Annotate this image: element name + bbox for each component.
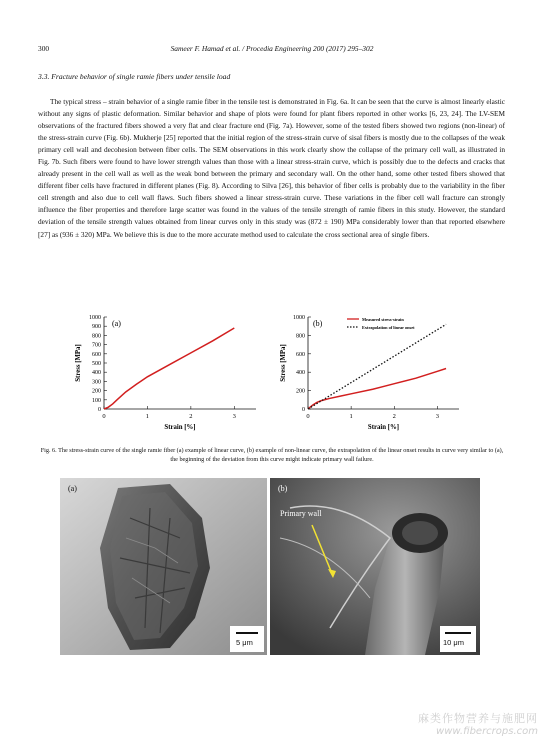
chart-a-y-tick-label: 400 [92,370,101,377]
stress-strain-chart-b [275,311,465,436]
chart-b-legend-label-1: Measured stress-strain [362,317,404,322]
chart-a-y-tick-label: 300 [92,379,101,386]
sem-a-panel-label: (a) [68,484,77,493]
chart-b-x-tick-label: 2 [392,413,396,420]
body-paragraph: The typical stress – strain behavior of a single ramie fiber in the tensile test is demonstrated in Fig. 6a. It can be seen that the curve is almost linearly elastic without any signs of plastic deformation. Similar behavior and shape of plots were found for plant fibers reported in other works [6, 23, 24]. The LV-SEM observations of the fractured fibers showed a very flat and clear fracture end (Fig. 7a). However, some of the tested fibers showed two regions (non-linear) of the stress-strain curve (Fig. 6b). Mukherje [25] reported that the initial region of the stress-strain curve of sisal fibers is mostly due to the collapses of the weak primary cell wall and decohesion between fiber cells. The SEM observations in this work clearly show the collapse of the primary cell wall, as illustrated in Fig. 7b. Such fibers were found to have lower strength values than those with a linear stress-strain curve, which is possibly due to the defects and cracks that already present in the cell wall as well as the weak bond between the primary and secondary wall. On the other hand, some other tested fibers showed that different fiber cells have fractured in different planes (Fig. 8). According to Silva [26], this behavior of fiber cells is probably due to the variability in the fiber cell strength and also due to cell wall flaws. Such fibers showed a linear stress-strain curve. These variations in the fiber cell wall fracture can strongly influence the fiber properties and therefore large scatter was found in the values of the tensile strength of ramie fibers in this study. However, the standard deviation of the tensile strength values obtained from linear curves only in this study was (872 ± 190) MPa considerably lower than that reported elsewhere [27] as (936 ± 320) MPa. We believe this is due to the more accurate method used to calculate the cross sectional area of single fibers. [38,97,505,239]
chart-b-x-tick-label: 0 [306,413,310,420]
chart-a-x-tick-label: 2 [189,413,193,420]
chart-a-x-tick-label: 1 [145,413,150,420]
chart-a-y-tick-label: 100 [92,397,101,404]
chart-b-y-tick-label: 0 [302,407,305,413]
sem-b-scale-bar-label: 10 μm [443,638,464,647]
chart-b-x-tick-label: 1 [349,413,353,420]
watermark-line-1: 麻类作物营养与施肥网 [418,712,538,725]
sem-image-a-picture [60,478,267,655]
chart-a-y-tick-label: 700 [92,342,101,349]
chart-a-y-tick-label: 800 [92,333,101,340]
chart-b-y-axis-label: Stress [MPa] [280,344,287,382]
chart-b-y-tick-label: 200 [296,388,305,395]
chart-b-series-2-line [308,324,446,409]
stress-strain-chart-a [70,311,260,436]
chart-b-legend-label-2: Extrapolation of linear onset [362,325,415,330]
chart-b-y-tick-label: 800 [296,333,305,340]
journal-citation: Sameer F. Hamad et al. / Procedia Engineering 200 (2017) 295–302 [170,44,374,53]
figure-6-caption: Fig. 6. The stress-strain curve of the single ramie fiber (a) example of linear curve, (b) example of non-linear curve, the extrapolation of the linear onset results in curve very similar to (a), the beginning of the deviation from this curve might indicate primary wall failure. [40,447,504,463]
chart-a-y-axis-label: Stress [MPa] [75,344,82,382]
watermark [418,710,538,737]
chart-a-x-axis-label: Strain [%] [164,424,196,431]
sem-a-scale-bar-label: 5 μm [236,638,253,647]
section-title: 3.3. Fracture behavior of single ramie fibers under tensile load [38,72,231,81]
chart-a-y-tick-label: 900 [92,324,101,331]
sem-b-annotation: Primary wall [280,509,322,518]
chart-a-y-tick-label: 200 [92,388,101,395]
chart-b-panel-label: (b) [313,319,323,328]
chart-a-x-tick-label: 3 [232,413,236,420]
chart-b-y-tick-label: 600 [296,351,305,358]
watermark-line-2: www.fibercrops.com [436,726,538,737]
chart-b-x-tick-label: 3 [435,413,440,420]
chart-a-x-tick-label: 0 [102,413,106,420]
chart-a-series-1-line [104,328,234,409]
chart-a-panel-label: (a) [112,319,121,328]
sem-b-panel-label: (b) [278,484,288,493]
chart-b-y-tick-label: 1000 [293,315,305,321]
chart-b-x-axis-label: Strain [%] [367,424,400,431]
chart-b-series-1-line [308,369,446,409]
sem-image-b-picture [270,478,480,655]
chart-a-y-tick-label: 0 [98,407,101,413]
page-number: 300 [38,44,50,53]
sem-image-b [270,478,480,655]
chart-a-y-tick-label: 500 [92,361,101,367]
chart-a-y-tick-label: 1000 [89,315,101,321]
sem-image-a [60,478,267,655]
chart-b-y-tick-label: 400 [296,370,305,377]
chart-a-y-tick-label: 600 [92,351,101,358]
